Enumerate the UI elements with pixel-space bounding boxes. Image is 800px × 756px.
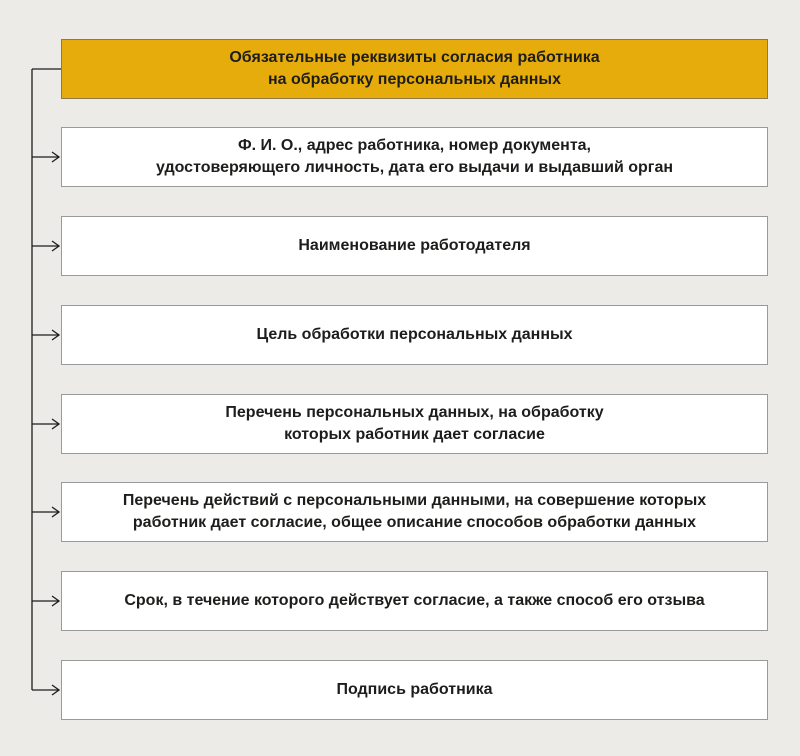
requirement-box-processing-purpose [61, 305, 768, 365]
diagram-title-box [61, 39, 768, 99]
requirement-label: Перечень персональных данных, на обработку которых работник дает согласие [225, 404, 604, 443]
arrow-item-1 [32, 152, 59, 162]
requirement-label: Срок, в течение которого действует согласие, а также способ его отзыва [124, 592, 705, 609]
arrow-item-3 [32, 330, 59, 340]
requirement-label: Ф. И. О., адрес работника, номер документа, удостоверяющего личность, дата его выдачи и выдавший орган [155, 137, 674, 176]
requirement-box-full-name [61, 127, 768, 187]
requirement-label: Подпись работника [336, 681, 493, 698]
requirement-label: Наименование работодателя [298, 237, 531, 254]
arrow-item-2 [32, 241, 59, 251]
requirement-box-actions-list [61, 482, 768, 542]
arrow-item-7 [32, 685, 59, 695]
arrow-item-5 [32, 507, 59, 517]
diagram-title: Обязательные реквизиты согласия работника на обработку персональных данных [229, 49, 600, 88]
requirement-box-data-list [61, 394, 768, 454]
arrow-item-4 [32, 419, 59, 429]
requirement-box-employer-name [61, 216, 768, 276]
arrow-item-6 [32, 596, 59, 606]
requirement-box-signature [61, 660, 768, 720]
requirement-box-term-and-revocation [61, 571, 768, 631]
requirement-label: Цель обработки персональных данных [256, 326, 573, 343]
requirement-label: Перечень действий с персональными данными, на совершение которых работник дает согласие, общее описание способов обработки данных [122, 492, 707, 531]
